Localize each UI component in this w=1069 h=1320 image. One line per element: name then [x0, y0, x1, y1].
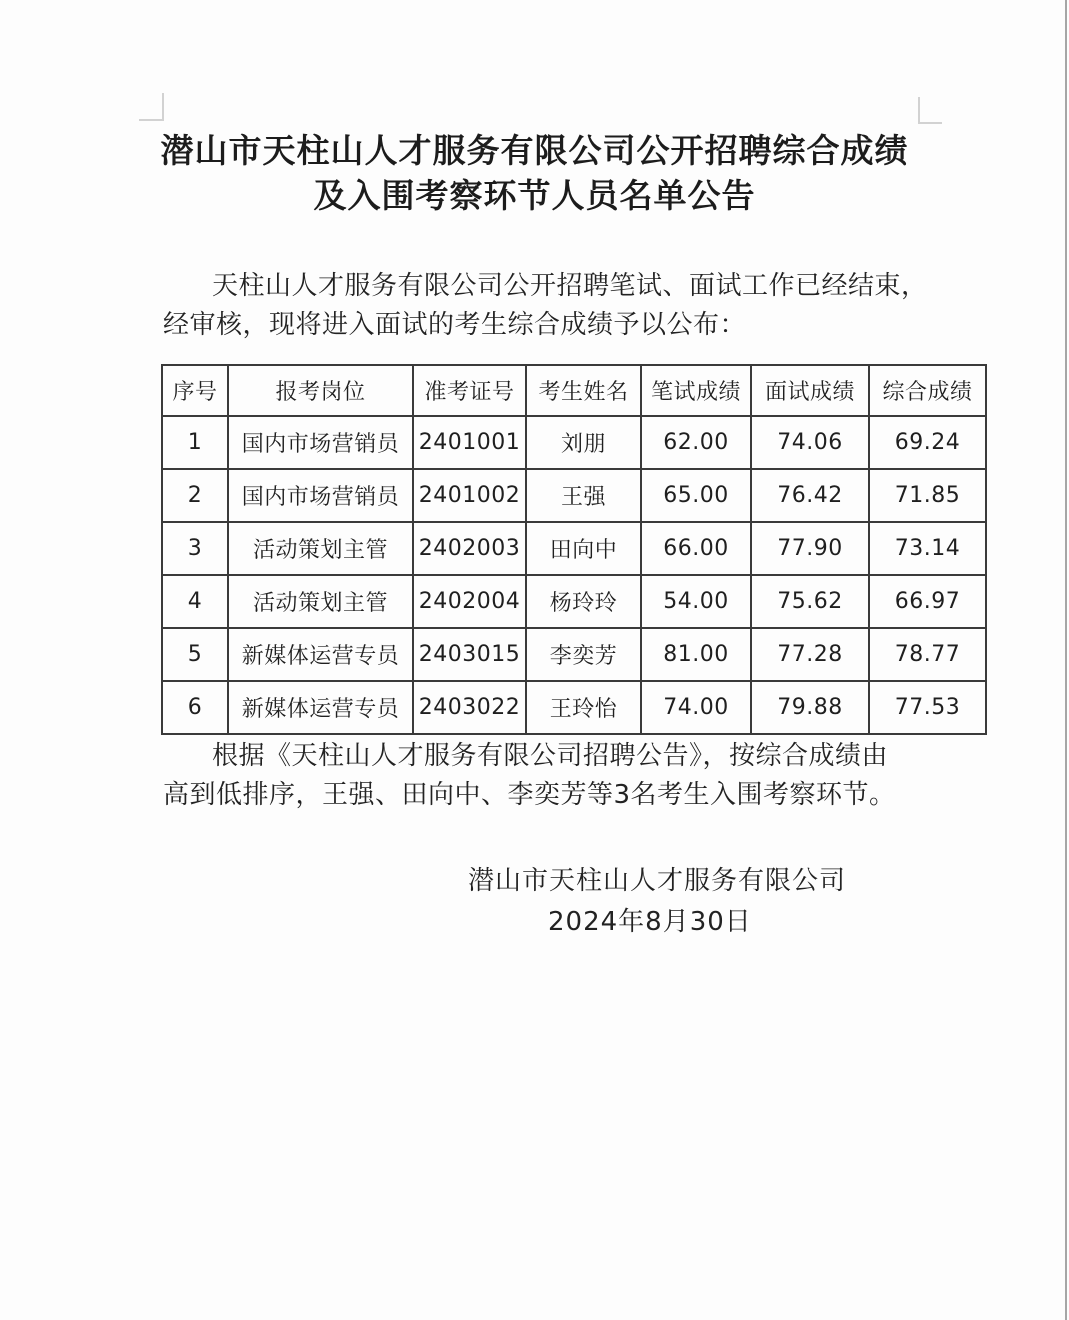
margin-corner-mark-top-right [918, 97, 942, 124]
closing-paragraph-line-1: 根据《天柱山人才服务有限公司招聘公告》，按综合成绩由 [212, 741, 889, 771]
cell-interview-score: 76.42 [751, 469, 869, 522]
cell-admission-no: 2401002 [413, 469, 526, 522]
document-title [0, 128, 1069, 218]
header-cell-name: 考生姓名 [526, 365, 641, 416]
closing-paragraph [163, 737, 963, 815]
table-row [162, 469, 986, 522]
cell-seq: 6 [162, 681, 228, 734]
cell-seq: 3 [162, 522, 228, 575]
cell-interview-score: 77.28 [751, 628, 869, 681]
cell-overall-score: 73.14 [869, 522, 986, 575]
table-row [162, 416, 986, 469]
cell-name: 田向中 [526, 522, 641, 575]
margin-corner-mark-top-left [139, 93, 164, 121]
cell-written-score: 81.00 [641, 628, 751, 681]
table-header-row [162, 365, 986, 416]
cell-seq: 1 [162, 416, 228, 469]
cell-interview-score: 79.88 [751, 681, 869, 734]
cell-admission-no: 2402004 [413, 575, 526, 628]
cell-overall-score: 69.24 [869, 416, 986, 469]
cell-position: 国内市场营销员 [228, 469, 413, 522]
header-cell-position: 报考岗位 [228, 365, 413, 416]
table-row [162, 681, 986, 734]
cell-position: 活动策划主管 [228, 575, 413, 628]
intro-paragraph [163, 267, 963, 345]
cell-overall-score: 71.85 [869, 469, 986, 522]
document-title-line-1: 潜山市天柱山人才服务有限公司公开招聘综合成绩 [160, 131, 909, 170]
issuer-signature: 潜山市天柱山人才服务有限公司 [468, 866, 847, 896]
cell-written-score: 65.00 [641, 469, 751, 522]
cell-seq: 4 [162, 575, 228, 628]
document-title-line-2: 及入围考察环节人员名单公告 [313, 176, 756, 215]
cell-name: 王玲怡 [526, 681, 641, 734]
header-cell-interview-score: 面试成绩 [751, 365, 869, 416]
header-cell-seq: 序号 [162, 365, 228, 416]
cell-position: 活动策划主管 [228, 522, 413, 575]
cell-seq: 2 [162, 469, 228, 522]
cell-written-score: 54.00 [641, 575, 751, 628]
issue-date: 2024年8月30日 [548, 907, 752, 937]
cell-interview-score: 74.06 [751, 416, 869, 469]
cell-position: 新媒体运营专员 [228, 628, 413, 681]
cell-written-score: 74.00 [641, 681, 751, 734]
header-cell-written-score: 笔试成绩 [641, 365, 751, 416]
cell-name: 刘朋 [526, 416, 641, 469]
cell-admission-no: 2403015 [413, 628, 526, 681]
cell-admission-no: 2403022 [413, 681, 526, 734]
cell-interview-score: 75.62 [751, 575, 869, 628]
intro-paragraph-line-2: 经审核，现将进入面试的考生综合成绩予以公布： [163, 310, 747, 340]
results-table [161, 364, 987, 735]
cell-overall-score: 77.53 [869, 681, 986, 734]
header-cell-admission-no: 准考证号 [413, 365, 526, 416]
cell-name: 王强 [526, 469, 641, 522]
cell-admission-no: 2401001 [413, 416, 526, 469]
intro-paragraph-line-1: 天柱山人才服务有限公司公开招聘笔试、面试工作已经结束， [212, 271, 928, 301]
cell-position: 新媒体运营专员 [228, 681, 413, 734]
table-row [162, 628, 986, 681]
header-cell-overall-score: 综合成绩 [869, 365, 986, 416]
cell-name: 李奕芳 [526, 628, 641, 681]
table-row [162, 522, 986, 575]
cell-seq: 5 [162, 628, 228, 681]
cell-admission-no: 2402003 [413, 522, 526, 575]
cell-position: 国内市场营销员 [228, 416, 413, 469]
closing-paragraph-line-2: 高到低排序，王强、田向中、李奕芳等3名考生入围考察环节。 [163, 780, 896, 810]
cell-written-score: 66.00 [641, 522, 751, 575]
cell-written-score: 62.00 [641, 416, 751, 469]
cell-overall-score: 66.97 [869, 575, 986, 628]
table-row [162, 575, 986, 628]
cell-overall-score: 78.77 [869, 628, 986, 681]
cell-interview-score: 77.90 [751, 522, 869, 575]
cell-name: 杨玲玲 [526, 575, 641, 628]
